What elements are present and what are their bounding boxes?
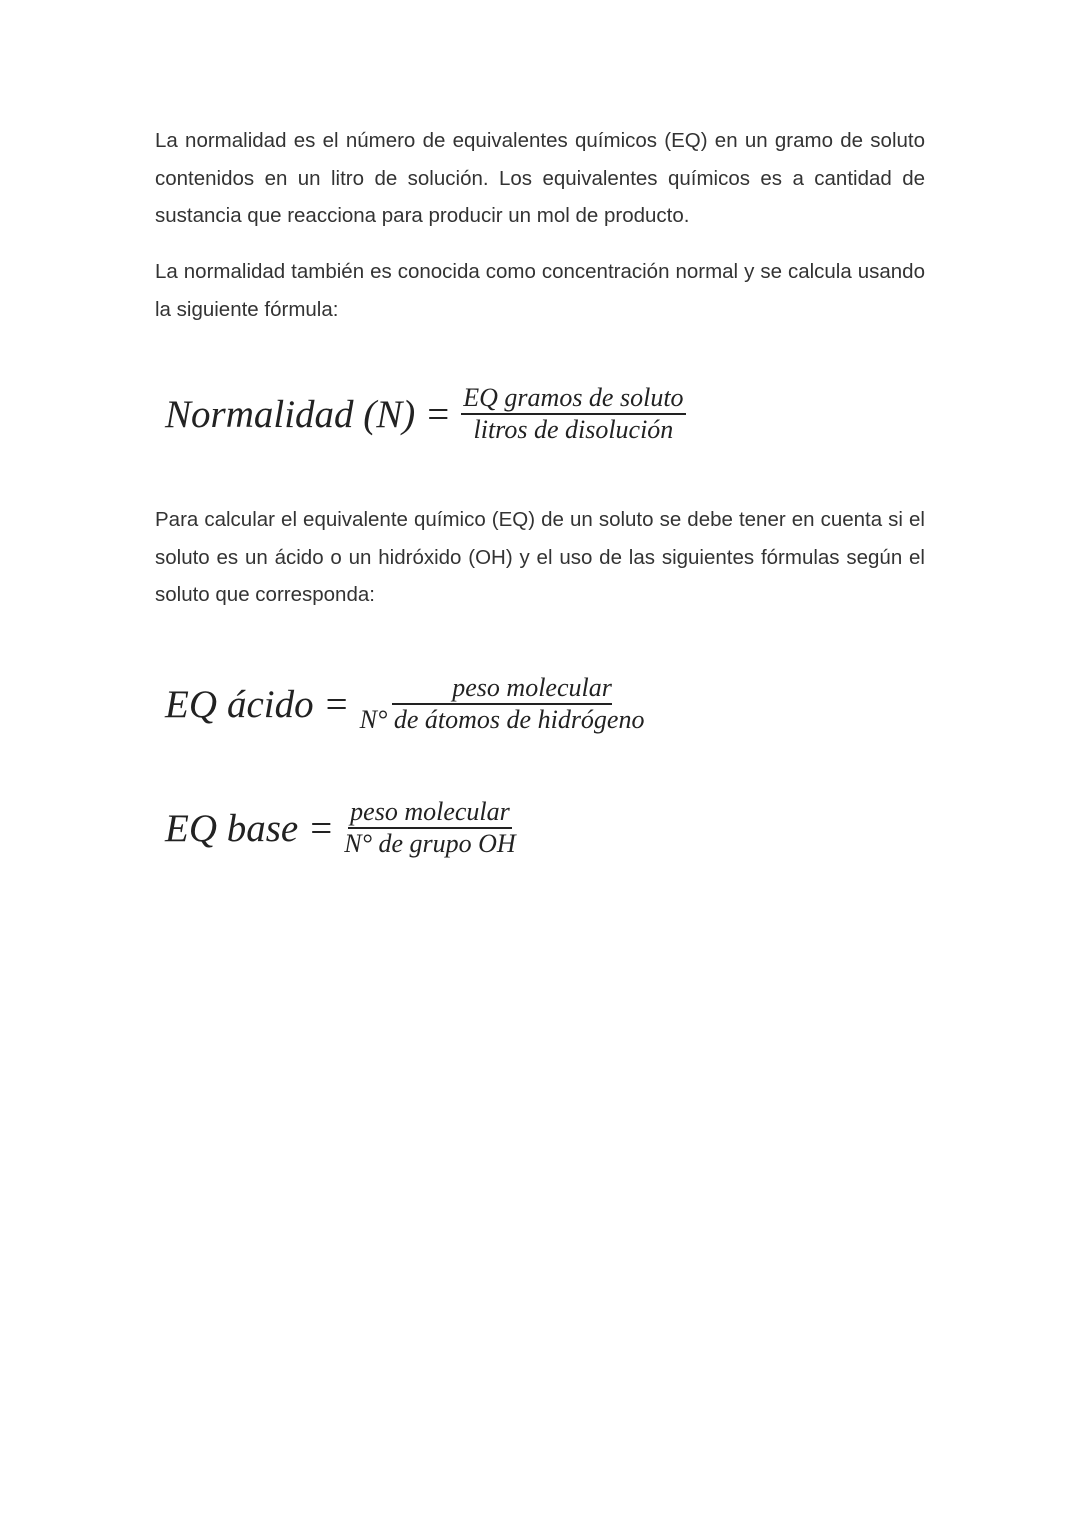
paragraph-normalidad-definition: La normalidad es el número de equivalentes químicos (EQ) en un gramo de soluto contenidos en un litro de solución. Los equivalentes químicos es a cantidad de sustancia que reacciona para producir un mol de producto. xyxy=(155,129,925,227)
formula-numerator: peso molecular xyxy=(392,674,612,705)
formula-denominator: litros de disolución xyxy=(473,414,674,444)
formula-denominator: N° de grupo OH xyxy=(344,828,516,858)
formula-numerator: peso molecular xyxy=(348,798,512,829)
equals-sign: = xyxy=(325,682,348,726)
formula-normalidad xyxy=(165,384,686,444)
formula-eq-base xyxy=(165,798,516,858)
formula-lhs-acido: ácido xyxy=(227,682,314,726)
formula-lhs-eq: EQ xyxy=(165,682,217,726)
paragraph-eq-intro: Para calcular el equivalente químico (EQ) de un soluto se debe tener en cuenta si el soluto es un ácido o un hidróxido (OH) y el uso de las siguientes fórmulas según el soluto que corresponda: xyxy=(155,508,925,606)
paragraph-formula-intro: La normalidad también es conocida como concentración normal y se calcula usando la siguiente fórmula: xyxy=(155,260,925,321)
formula-lhs: Normalidad (N) xyxy=(165,392,416,436)
formula-denominator: N° de átomos de hidrógeno xyxy=(359,704,645,734)
formula-lhs: EQ base xyxy=(165,806,299,850)
formula-numerator: EQ gramos de soluto xyxy=(461,384,685,415)
equals-sign: = xyxy=(427,392,450,436)
equals-sign: = xyxy=(310,806,333,850)
formula-eq-acido xyxy=(165,674,644,734)
